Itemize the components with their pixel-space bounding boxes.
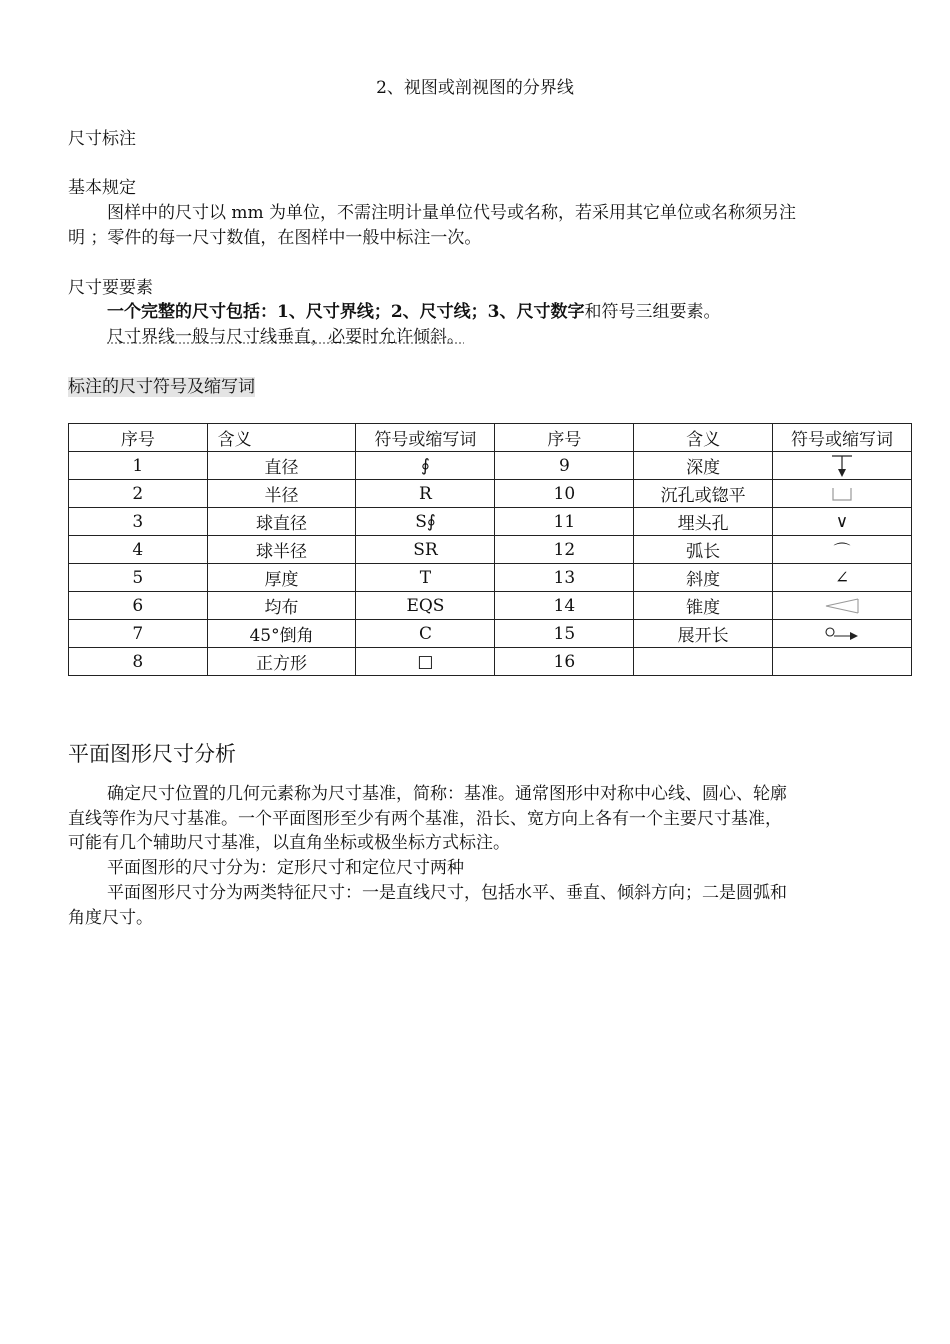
cell-symbol — [772, 648, 911, 676]
elements-title: 尺寸要要素 — [68, 278, 153, 298]
cell-meaning: 锥度 — [634, 592, 773, 620]
symbols-title-row — [68, 375, 882, 399]
plane-p1-line-3: 可能有几个辅助尺寸基准，以直角坐标或极坐标方式标注。 — [68, 833, 510, 853]
cell-symbol: R — [356, 480, 495, 508]
elements-bold-text: 一个完整的尺寸包括：1、尺寸界线；2、尺寸线；3、尺寸数字 — [107, 302, 585, 322]
cell-index: 14 — [495, 592, 634, 620]
cell-symbol: ∮ — [356, 452, 495, 480]
elements-rest-text: 和符号三组要素。 — [584, 302, 721, 322]
table-row — [69, 452, 912, 480]
cell-symbol: ⌒ — [772, 536, 911, 564]
cell-index: 6 — [69, 592, 208, 620]
top-heading: 2、视图或剖视图的分界线 — [376, 78, 574, 98]
cell-symbol: SR — [356, 536, 495, 564]
elements-line-2 — [68, 325, 882, 349]
table-row — [69, 620, 912, 648]
cell-meaning: 弧长 — [634, 536, 773, 564]
header-cell: 序号 — [495, 424, 634, 452]
table-row — [69, 592, 912, 620]
header-cell: 符号或缩写词 — [356, 424, 495, 452]
table-header-row — [69, 424, 912, 452]
table-row — [69, 508, 912, 536]
cell-index: 10 — [495, 480, 634, 508]
table-row — [69, 536, 912, 564]
cell-index: 15 — [495, 620, 634, 648]
cell-meaning: 均布 — [207, 592, 356, 620]
cell-index: 9 — [495, 452, 634, 480]
cell-index: 16 — [495, 648, 634, 676]
header-cell: 符号或缩写词 — [772, 424, 911, 452]
developed-length-icon — [824, 625, 860, 643]
cell-index: 13 — [495, 564, 634, 592]
basic-rules-line-2: 明 ；零件的每一尺寸数值，在图样中一般中标注一次。 — [68, 228, 482, 248]
symbol-table — [68, 423, 912, 676]
elements-line-1 — [68, 300, 882, 324]
plane-p3-line-2: 角度尺寸。 — [68, 908, 153, 928]
plane-p3-line-1: 平面图形尺寸分为两类特征尺寸：一是直线尺寸，包括水平、垂直、倾斜方向；二是圆弧和 — [107, 883, 787, 903]
cell-symbol: EQS — [356, 592, 495, 620]
plane-p2: 平面图形的尺寸分为：定形尺寸和定位尺寸两种 — [107, 858, 464, 878]
cell-meaning: 半径 — [207, 480, 356, 508]
table-row — [69, 480, 912, 508]
cell-symbol — [772, 592, 911, 620]
header-cell: 含义 — [634, 424, 773, 452]
cell-meaning: 沉孔或锪平 — [634, 480, 773, 508]
cell-index: 8 — [69, 648, 208, 676]
basic-rules-line-1: 图样中的尺寸以 mm 为单位，不需注明计量单位代号或名称，若采用其它单位或名称须另注 — [107, 203, 797, 223]
depth-icon — [830, 453, 854, 479]
cell-symbol: C — [356, 620, 495, 648]
cell-symbol: S∮ — [356, 508, 495, 536]
cell-meaning: 45°倒角 — [207, 620, 356, 648]
symbols-title: 标注的尺寸符号及缩写词 — [68, 377, 255, 397]
cell-index: 1 — [69, 452, 208, 480]
cell-meaning: 球半径 — [207, 536, 356, 564]
taper-icon — [824, 598, 860, 614]
header-cell: 含义 — [207, 424, 356, 452]
table-row — [69, 648, 912, 676]
cell-symbol: □ — [356, 648, 495, 676]
cell-meaning: 直径 — [207, 452, 356, 480]
cell-symbol — [772, 620, 911, 648]
table-row — [69, 564, 912, 592]
cell-index: 4 — [69, 536, 208, 564]
cell-meaning: 展开长 — [634, 620, 773, 648]
cell-index: 12 — [495, 536, 634, 564]
plane-p1-line-2: 直线等作为尺寸基准。一个平面图形至少有两个基准，沿长、宽方向上各有一个主要尺寸基准， — [68, 809, 782, 829]
cell-index: 2 — [69, 480, 208, 508]
cell-index: 5 — [69, 564, 208, 592]
cell-meaning: 斜度 — [634, 564, 773, 592]
plane-p1-line-1: 确定尺寸位置的几何元素称为尺寸基准，简称：基准。通常图形中对称中心线、圆心、轮廓 — [107, 784, 787, 804]
basic-rules-title: 基本规定 — [68, 178, 136, 198]
cell-meaning: 正方形 — [207, 648, 356, 676]
cell-symbol: T — [356, 564, 495, 592]
cell-symbol — [772, 452, 911, 480]
cell-index: 3 — [69, 508, 208, 536]
cell-meaning: 厚度 — [207, 564, 356, 592]
header-cell: 序号 — [69, 424, 208, 452]
cell-meaning — [634, 648, 773, 676]
elements-line-2-text: 尺寸界线一般与尺寸线垂直，必要时允许倾斜。 — [107, 327, 464, 347]
counterbore-icon — [831, 485, 853, 503]
cell-meaning: 埋头孔 — [634, 508, 773, 536]
cell-index: 11 — [495, 508, 634, 536]
cell-symbol: ∨ — [772, 508, 911, 536]
cell-symbol — [772, 480, 911, 508]
cell-symbol: ∠ — [772, 564, 911, 592]
cell-meaning: 球直径 — [207, 508, 356, 536]
cell-index: 7 — [69, 620, 208, 648]
plane-analysis-title: 平面图形尺寸分析 — [68, 742, 236, 766]
section-dimension-title: 尺寸标注 — [68, 129, 136, 149]
cell-meaning: 深度 — [634, 452, 773, 480]
